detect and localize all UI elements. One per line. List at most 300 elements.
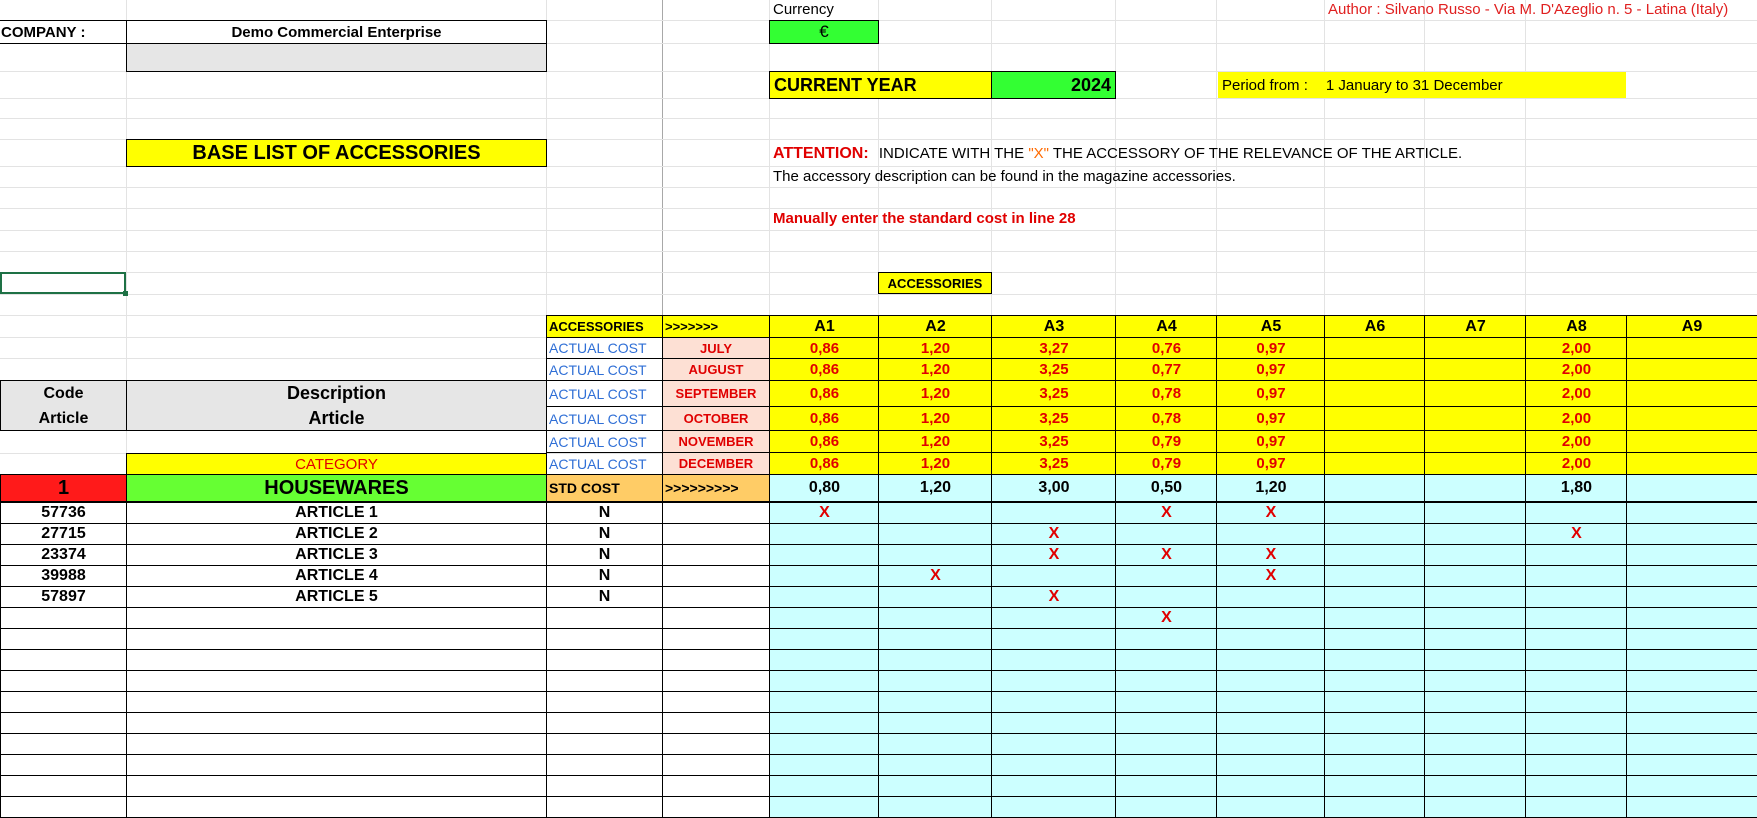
article-code[interactable] <box>0 712 127 734</box>
article-spacer-cell[interactable] <box>662 607 770 629</box>
accessory-mark-cell[interactable] <box>1424 733 1527 755</box>
article-code[interactable] <box>0 796 127 818</box>
article-flag[interactable]: N <box>546 586 663 608</box>
actual-cost-cell[interactable]: 3,27 <box>991 337 1117 359</box>
accessory-mark-cell[interactable] <box>991 649 1117 671</box>
selected-cell[interactable] <box>0 272 126 294</box>
actual-cost-label: ACTUAL COST <box>546 430 663 453</box>
article-flag[interactable] <box>546 670 663 692</box>
actual-cost-cell[interactable]: 0,78 <box>1115 406 1218 431</box>
actual-cost-label: ACTUAL COST <box>546 337 663 359</box>
article-spacer-cell[interactable] <box>662 691 770 713</box>
accessory-mark-cell[interactable] <box>769 754 880 776</box>
article-spacer-cell[interactable] <box>662 628 770 650</box>
actual-cost-cell[interactable]: 2,00 <box>1525 358 1628 381</box>
accessory-mark-cell[interactable] <box>1525 502 1628 524</box>
article-name[interactable]: ARTICLE 3 <box>126 544 547 566</box>
accessory-mark-cell[interactable] <box>1626 670 1757 692</box>
article-flag[interactable] <box>546 628 663 650</box>
accessory-mark-cell[interactable] <box>1626 712 1757 734</box>
article-code[interactable] <box>0 775 127 797</box>
accessory-mark-cell[interactable] <box>769 691 880 713</box>
accessory-mark-cell[interactable] <box>878 502 993 524</box>
actual-cost-cell[interactable]: 0,78 <box>1115 380 1218 407</box>
accessory-mark-cell[interactable] <box>991 565 1117 587</box>
accessory-mark-cell[interactable] <box>769 733 880 755</box>
accessory-mark-cell[interactable] <box>878 691 993 713</box>
article-spacer-cell[interactable] <box>662 586 770 608</box>
accessory-mark-cell[interactable] <box>878 607 993 629</box>
actual-cost-cell[interactable]: 1,20 <box>878 406 993 431</box>
accessory-mark-cell[interactable] <box>1525 649 1628 671</box>
accessory-mark-cell[interactable] <box>1424 502 1527 524</box>
accessory-description-note: The accessory description can be found in the magazine accessories. <box>773 168 1236 185</box>
accessory-mark-cell[interactable] <box>878 796 993 818</box>
accessory-mark-cell[interactable]: X <box>991 544 1117 566</box>
article-spacer-cell[interactable] <box>662 733 770 755</box>
accessory-mark-cell[interactable] <box>991 670 1117 692</box>
accessory-mark-cell[interactable] <box>1626 565 1757 587</box>
actual-cost-cell[interactable]: 0,86 <box>769 430 880 453</box>
accessory-mark-cell[interactable] <box>1324 523 1426 545</box>
actual-cost-cell[interactable] <box>1626 380 1757 407</box>
std-cost-cell[interactable] <box>1424 474 1527 502</box>
accessory-mark-cell[interactable] <box>1424 754 1527 776</box>
actual-cost-cell[interactable] <box>1324 337 1426 359</box>
actual-cost-cell[interactable] <box>1626 430 1757 453</box>
accessory-mark-cell[interactable] <box>1525 691 1628 713</box>
article-name[interactable] <box>126 670 547 692</box>
accessory-mark-cell[interactable] <box>1525 586 1628 608</box>
actual-cost-cell[interactable]: 0,97 <box>1216 358 1326 381</box>
accessory-mark-cell[interactable] <box>1626 775 1757 797</box>
accessory-mark-cell[interactable] <box>1626 649 1757 671</box>
actual-cost-cell[interactable]: 0,97 <box>1216 337 1326 359</box>
accessory-mark-cell[interactable] <box>991 607 1117 629</box>
article-flag[interactable] <box>546 691 663 713</box>
accessory-mark-cell[interactable] <box>1324 649 1426 671</box>
actual-cost-cell[interactable]: 1,20 <box>878 358 993 381</box>
accessory-mark-cell[interactable] <box>878 586 993 608</box>
accessory-mark-cell[interactable] <box>1216 607 1326 629</box>
accessory-mark-cell[interactable] <box>769 670 880 692</box>
accessory-mark-cell[interactable] <box>1525 796 1628 818</box>
actual-cost-cell[interactable]: 0,79 <box>1115 452 1218 475</box>
actual-cost-cell[interactable]: 0,86 <box>769 406 880 431</box>
std-cost-cell[interactable]: 3,00 <box>991 474 1117 502</box>
accessory-mark-cell[interactable] <box>1424 649 1527 671</box>
accessory-mark-cell[interactable] <box>769 649 880 671</box>
article-name[interactable] <box>126 691 547 713</box>
accessory-mark-cell[interactable] <box>1216 712 1326 734</box>
accessory-mark-cell[interactable] <box>878 733 993 755</box>
article-name[interactable]: ARTICLE 5 <box>126 586 547 608</box>
column-header-a3: A3 <box>991 315 1117 338</box>
accessory-mark-cell[interactable] <box>769 628 880 650</box>
article-flag[interactable] <box>546 733 663 755</box>
accessory-mark-cell[interactable] <box>1424 607 1527 629</box>
accessory-mark-cell[interactable]: X <box>991 586 1117 608</box>
actual-cost-cell[interactable]: 0,86 <box>769 452 880 475</box>
accessory-mark-cell[interactable] <box>991 712 1117 734</box>
article-name[interactable] <box>126 628 547 650</box>
column-header-a6: A6 <box>1324 315 1426 338</box>
article-flag[interactable] <box>546 649 663 671</box>
actual-cost-cell[interactable]: 3,25 <box>991 358 1117 381</box>
article-code[interactable]: 27715 <box>0 523 127 545</box>
article-name[interactable] <box>126 649 547 671</box>
accessory-mark-cell[interactable] <box>1115 733 1218 755</box>
article-flag[interactable]: N <box>546 523 663 545</box>
accessory-mark-cell[interactable] <box>1324 712 1426 734</box>
accessory-mark-cell[interactable]: X <box>1525 523 1628 545</box>
accessory-mark-cell[interactable] <box>1115 775 1218 797</box>
article-spacer-cell[interactable] <box>662 754 770 776</box>
accessory-mark-cell[interactable] <box>1115 586 1218 608</box>
column-header-a8: A8 <box>1525 315 1628 338</box>
accessory-mark-cell[interactable] <box>1525 754 1628 776</box>
accessory-mark-cell[interactable] <box>1324 754 1426 776</box>
accessory-mark-cell[interactable] <box>1626 628 1757 650</box>
accessory-mark-cell[interactable] <box>991 754 1117 776</box>
month-august: AUGUST <box>662 358 770 381</box>
accessory-mark-cell[interactable] <box>1525 628 1628 650</box>
month-october: OCTOBER <box>662 406 770 431</box>
accessory-mark-cell[interactable] <box>1424 796 1527 818</box>
actual-cost-cell[interactable]: 0,76 <box>1115 337 1218 359</box>
accessory-mark-cell[interactable] <box>1324 502 1426 524</box>
accessory-mark-cell[interactable] <box>878 775 993 797</box>
accessory-mark-cell[interactable] <box>878 712 993 734</box>
accessory-mark-cell[interactable]: X <box>769 502 880 524</box>
accessory-mark-cell[interactable] <box>878 544 993 566</box>
actual-cost-cell[interactable]: 0,97 <box>1216 430 1326 453</box>
accessory-mark-cell[interactable] <box>1525 733 1628 755</box>
article-code[interactable]: 57897 <box>0 586 127 608</box>
actual-cost-cell[interactable] <box>1324 380 1426 407</box>
accessory-mark-cell[interactable] <box>991 691 1117 713</box>
accessory-mark-cell[interactable] <box>769 796 880 818</box>
accessory-mark-cell[interactable] <box>1424 775 1527 797</box>
accessory-mark-cell[interactable] <box>1626 691 1757 713</box>
std-cost-cell[interactable]: 1,20 <box>1216 474 1326 502</box>
actual-cost-cell[interactable] <box>1424 380 1527 407</box>
article-spacer-cell[interactable] <box>662 523 770 545</box>
actual-cost-label: ACTUAL COST <box>546 380 663 407</box>
accessory-mark-cell[interactable] <box>1216 691 1326 713</box>
accessory-mark-cell[interactable] <box>1324 691 1426 713</box>
current-year-cell[interactable]: 2024 <box>991 71 1116 99</box>
actual-cost-cell[interactable] <box>1424 430 1527 453</box>
std-cost-cell[interactable] <box>1626 474 1757 502</box>
accessory-mark-cell[interactable] <box>991 775 1117 797</box>
accessory-mark-cell[interactable] <box>1626 586 1757 608</box>
actual-cost-cell[interactable] <box>1626 406 1757 431</box>
accessory-mark-cell[interactable] <box>769 544 880 566</box>
actual-cost-cell[interactable]: 0,97 <box>1216 452 1326 475</box>
actual-cost-cell[interactable] <box>1324 358 1426 381</box>
company-extra-cell[interactable] <box>126 43 547 72</box>
attention-x: "X" <box>1028 145 1049 162</box>
actual-cost-cell[interactable]: 3,25 <box>991 430 1117 453</box>
article-flag[interactable] <box>546 607 663 629</box>
actual-cost-cell[interactable]: 0,79 <box>1115 430 1218 453</box>
article-spacer-cell[interactable] <box>662 775 770 797</box>
accessory-mark-cell[interactable] <box>1626 607 1757 629</box>
article-name[interactable]: ARTICLE 4 <box>126 565 547 587</box>
accessory-mark-cell[interactable] <box>878 628 993 650</box>
actual-cost-cell[interactable]: 2,00 <box>1525 430 1628 453</box>
actual-cost-cell[interactable]: 3,25 <box>991 380 1117 407</box>
accessory-mark-cell[interactable] <box>1424 544 1527 566</box>
article-name[interactable] <box>126 733 547 755</box>
article-name[interactable] <box>126 754 547 776</box>
article-code[interactable] <box>0 733 127 755</box>
article-flag[interactable]: N <box>546 565 663 587</box>
std-cost-cell[interactable]: 0,50 <box>1115 474 1218 502</box>
article-spacer-cell[interactable] <box>662 796 770 818</box>
actual-cost-cell[interactable]: 2,00 <box>1525 337 1628 359</box>
period-value: 1 January to 31 December <box>1325 76 1503 94</box>
month-september: SEPTEMBER <box>662 380 770 407</box>
period-label: Period from : <box>1222 76 1308 94</box>
column-header-a7: A7 <box>1424 315 1527 338</box>
article-flag[interactable]: N <box>546 502 663 524</box>
accessory-mark-cell[interactable] <box>1626 523 1757 545</box>
actual-cost-cell[interactable]: 2,00 <box>1525 452 1628 475</box>
accessory-mark-cell[interactable] <box>1626 502 1757 524</box>
accessory-mark-cell[interactable] <box>1216 628 1326 650</box>
article-code[interactable]: 57736 <box>0 502 127 524</box>
accessory-mark-cell[interactable] <box>1525 670 1628 692</box>
accessory-mark-cell[interactable] <box>1324 586 1426 608</box>
author-note: Author : Silvano Russo - Via M. D'Azeglio n. 5 - Latina (Italy) <box>1328 1 1729 18</box>
accessory-mark-cell[interactable] <box>1424 586 1527 608</box>
accessory-mark-cell[interactable] <box>1115 523 1218 545</box>
accessory-mark-cell[interactable] <box>1626 733 1757 755</box>
accessory-mark-cell[interactable] <box>1115 565 1218 587</box>
code-label: Code <box>43 384 84 402</box>
currency-cell[interactable]: € <box>769 20 879 44</box>
actual-cost-cell[interactable] <box>1626 358 1757 381</box>
period-cell <box>1218 72 1626 98</box>
actual-cost-label: ACTUAL COST <box>546 452 663 475</box>
accessory-mark-cell[interactable] <box>991 796 1117 818</box>
actual-cost-cell[interactable]: 1,20 <box>878 430 993 453</box>
category-label: CATEGORY <box>126 453 547 475</box>
fill-handle[interactable] <box>123 291 128 296</box>
accessory-mark-cell[interactable] <box>1216 796 1326 818</box>
article-name[interactable]: ARTICLE 2 <box>126 523 547 545</box>
accessory-mark-cell[interactable] <box>1115 670 1218 692</box>
article-spacer-cell[interactable] <box>662 649 770 671</box>
accessory-mark-cell[interactable] <box>1424 523 1527 545</box>
category-number[interactable]: 1 <box>0 474 127 502</box>
article-code[interactable] <box>0 607 127 629</box>
current-year-label: CURRENT YEAR <box>769 71 992 99</box>
accessory-mark-cell[interactable] <box>1216 733 1326 755</box>
accessory-mark-cell[interactable] <box>1324 607 1426 629</box>
article-name[interactable] <box>126 775 547 797</box>
accessory-mark-cell[interactable] <box>1324 796 1426 818</box>
accessory-mark-cell[interactable] <box>1324 544 1426 566</box>
currency-label: Currency <box>773 1 834 18</box>
std-cost-arrow: >>>>>>>>> <box>662 474 770 502</box>
actual-cost-cell[interactable] <box>1626 452 1757 475</box>
company-name-cell[interactable]: Demo Commercial Enterprise <box>126 20 547 44</box>
article-code[interactable] <box>0 754 127 776</box>
actual-cost-cell[interactable]: 0,86 <box>769 380 880 407</box>
std-cost-cell[interactable]: 1,80 <box>1525 474 1628 502</box>
description-article-label: Article <box>308 407 365 428</box>
actual-cost-cell[interactable] <box>1626 337 1757 359</box>
accessory-mark-cell[interactable] <box>1216 649 1326 671</box>
accessory-mark-cell[interactable]: X <box>991 523 1117 545</box>
actual-cost-cell[interactable]: 0,97 <box>1216 406 1326 431</box>
accessory-mark-cell[interactable] <box>1115 754 1218 776</box>
accessory-mark-cell[interactable] <box>991 733 1117 755</box>
accessory-mark-cell[interactable]: X <box>878 565 993 587</box>
column-header-a5: A5 <box>1216 315 1326 338</box>
accessory-mark-cell[interactable] <box>1525 775 1628 797</box>
month-december: DECEMBER <box>662 452 770 475</box>
accessory-mark-cell[interactable] <box>878 649 993 671</box>
actual-cost-cell[interactable] <box>1324 430 1426 453</box>
actual-cost-cell[interactable]: 1,20 <box>878 380 993 407</box>
std-cost-cell[interactable]: 0,80 <box>769 474 880 502</box>
accessory-mark-cell[interactable] <box>1216 586 1326 608</box>
article-code[interactable]: 39988 <box>0 565 127 587</box>
accessory-mark-cell[interactable] <box>769 775 880 797</box>
accessory-mark-cell[interactable] <box>1424 565 1527 587</box>
article-flag[interactable] <box>546 796 663 818</box>
accessory-mark-cell[interactable] <box>1525 712 1628 734</box>
accessory-mark-cell[interactable]: X <box>1216 565 1326 587</box>
article-flag[interactable] <box>546 775 663 797</box>
actual-cost-cell[interactable] <box>1424 406 1527 431</box>
accessory-mark-cell[interactable] <box>1626 796 1757 818</box>
accessory-mark-cell[interactable] <box>1324 565 1426 587</box>
accessory-mark-cell[interactable] <box>1216 670 1326 692</box>
accessory-mark-cell[interactable] <box>1324 670 1426 692</box>
accessory-mark-cell[interactable] <box>878 670 993 692</box>
column-header-a2: A2 <box>878 315 993 338</box>
article-spacer-cell[interactable] <box>662 565 770 587</box>
accessory-mark-cell[interactable] <box>769 712 880 734</box>
accessory-mark-cell[interactable] <box>1324 775 1426 797</box>
article-code[interactable] <box>0 691 127 713</box>
accessory-mark-cell[interactable]: X <box>1115 544 1218 566</box>
actual-cost-cell[interactable]: 0,86 <box>769 358 880 381</box>
accessory-mark-cell[interactable] <box>1525 607 1628 629</box>
accessory-mark-cell[interactable] <box>1324 733 1426 755</box>
accessory-mark-cell[interactable] <box>769 565 880 587</box>
accessory-mark-cell[interactable] <box>1115 712 1218 734</box>
accessory-mark-cell[interactable] <box>1115 649 1218 671</box>
accessory-mark-cell[interactable] <box>1216 523 1326 545</box>
article-name[interactable] <box>126 796 547 818</box>
article-name[interactable] <box>126 712 547 734</box>
article-code[interactable] <box>0 628 127 650</box>
accessory-mark-cell[interactable] <box>1424 670 1527 692</box>
accessory-mark-cell[interactable] <box>1424 691 1527 713</box>
accessory-mark-cell[interactable] <box>1525 565 1628 587</box>
actual-cost-cell[interactable]: 1,20 <box>878 452 993 475</box>
actual-cost-cell[interactable]: 0,97 <box>1216 380 1326 407</box>
accessory-mark-cell[interactable] <box>1216 775 1326 797</box>
actual-cost-cell[interactable] <box>1324 406 1426 431</box>
accessory-mark-cell[interactable]: X <box>1216 544 1326 566</box>
accessory-mark-cell[interactable] <box>1216 754 1326 776</box>
month-july: JULY <box>662 337 770 359</box>
actual-cost-cell[interactable] <box>1424 452 1527 475</box>
accessory-mark-cell[interactable] <box>1115 628 1218 650</box>
accessory-mark-cell[interactable] <box>1525 544 1628 566</box>
std-cost-cell[interactable]: 1,20 <box>878 474 993 502</box>
actual-cost-cell[interactable]: 2,00 <box>1525 406 1628 431</box>
article-name[interactable] <box>126 607 547 629</box>
company-label: COMPANY : <box>0 20 127 44</box>
attention-label: ATTENTION: <box>773 145 869 162</box>
accessory-mark-cell[interactable]: X <box>1216 502 1326 524</box>
accessory-mark-cell[interactable] <box>1424 712 1527 734</box>
article-spacer-cell[interactable] <box>662 544 770 566</box>
article-spacer-cell[interactable] <box>662 670 770 692</box>
accessory-mark-cell[interactable] <box>878 754 993 776</box>
actual-cost-cell[interactable] <box>1424 358 1527 381</box>
actual-cost-cell[interactable]: 3,25 <box>991 452 1117 475</box>
actual-cost-cell[interactable] <box>1324 452 1426 475</box>
actual-cost-cell[interactable]: 2,00 <box>1525 380 1628 407</box>
accessory-mark-cell[interactable] <box>878 523 993 545</box>
actual-cost-cell[interactable] <box>1424 337 1527 359</box>
accessory-mark-cell[interactable] <box>1626 754 1757 776</box>
actual-cost-label: ACTUAL COST <box>546 358 663 381</box>
accessories-row-label: ACCESSORIES <box>546 315 663 338</box>
accessory-mark-cell[interactable]: X <box>1115 502 1218 524</box>
category-name[interactable]: HOUSEWARES <box>126 474 547 502</box>
actual-cost-cell[interactable]: 1,20 <box>878 337 993 359</box>
accessory-mark-cell[interactable] <box>769 523 880 545</box>
article-code[interactable] <box>0 670 127 692</box>
actual-cost-cell[interactable]: 3,25 <box>991 406 1117 431</box>
accessory-mark-cell[interactable] <box>1626 544 1757 566</box>
list-title: BASE LIST OF ACCESSORIES <box>126 139 547 167</box>
accessory-mark-cell[interactable] <box>991 628 1117 650</box>
article-flag[interactable] <box>546 754 663 776</box>
article-spacer-cell[interactable] <box>662 712 770 734</box>
attention-post: THE ACCESSORY OF THE RELEVANCE OF THE ARTICLE. <box>1052 145 1463 162</box>
std-cost-cell[interactable] <box>1324 474 1426 502</box>
actual-cost-cell[interactable]: 0,86 <box>769 337 880 359</box>
article-spacer-cell[interactable] <box>662 502 770 524</box>
accessory-mark-cell[interactable]: X <box>1115 607 1218 629</box>
accessory-mark-cell[interactable] <box>1424 628 1527 650</box>
article-flag[interactable]: N <box>546 544 663 566</box>
accessory-mark-cell[interactable] <box>1115 796 1218 818</box>
article-name[interactable]: ARTICLE 1 <box>126 502 547 524</box>
actual-cost-cell[interactable]: 0,77 <box>1115 358 1218 381</box>
accessory-mark-cell[interactable] <box>769 607 880 629</box>
accessory-mark-cell[interactable] <box>991 502 1117 524</box>
article-code[interactable]: 23374 <box>0 544 127 566</box>
attention-note <box>773 145 1462 163</box>
article-code[interactable] <box>0 649 127 671</box>
accessory-mark-cell[interactable] <box>1324 628 1426 650</box>
accessory-mark-cell[interactable] <box>1115 691 1218 713</box>
article-flag[interactable] <box>546 712 663 734</box>
accessory-mark-cell[interactable] <box>769 586 880 608</box>
